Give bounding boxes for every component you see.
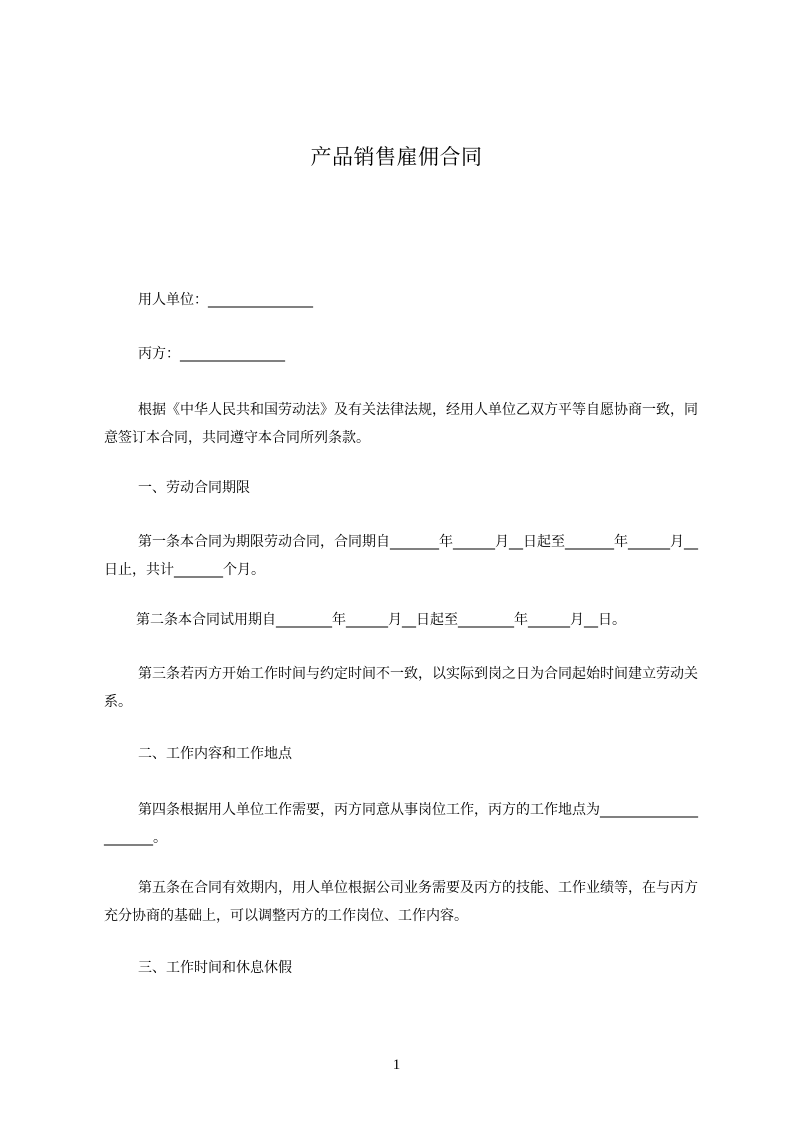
section-heading-term: 一、劳动合同期限: [138, 480, 250, 496]
document-title: 产品销售雇佣合同: [310, 145, 483, 169]
section-heading-work-content: 二、工作内容和工作地点: [138, 746, 292, 762]
employer-line: 用人单位：_______________: [138, 292, 313, 308]
article-5-paragraph: 第五条在合同有效期内，用人单位根据公司业务需要及丙方的技能、工作业绩等，在与丙方充分协商的基础上，可以调整丙方的工作岗位、工作内容。: [104, 880, 698, 924]
section-heading-working-hours: 三、工作时间和休息休假: [138, 960, 292, 976]
article-1-paragraph: 第一条本合同为期限劳动合同，合同期自_______年______月__日起至_______年______月__日止，共计_______个月。: [104, 534, 698, 578]
party-c-line: 丙方：_______________: [138, 346, 285, 362]
article-3-paragraph: 第三条若丙方开始工作时间与约定时间不一致，以实际到岗之日为合同起始时间建立劳动关系。: [104, 666, 698, 710]
article-4-paragraph: 第四条根据用人单位工作需要，丙方同意从事岗位工作，丙方的工作地点为_____________________。: [104, 802, 698, 846]
preamble-paragraph: 根据《中华人民共和国劳动法》及有关法律法规，经用人单位乙双方平等自愿协商一致，同意签订本合同，共同遵守本合同所列条款。: [104, 402, 698, 446]
page-number: 1: [392, 1057, 401, 1073]
article-2-paragraph: 第二条本合同试用期自________年______月__日起至________年______月__日。: [136, 612, 626, 628]
